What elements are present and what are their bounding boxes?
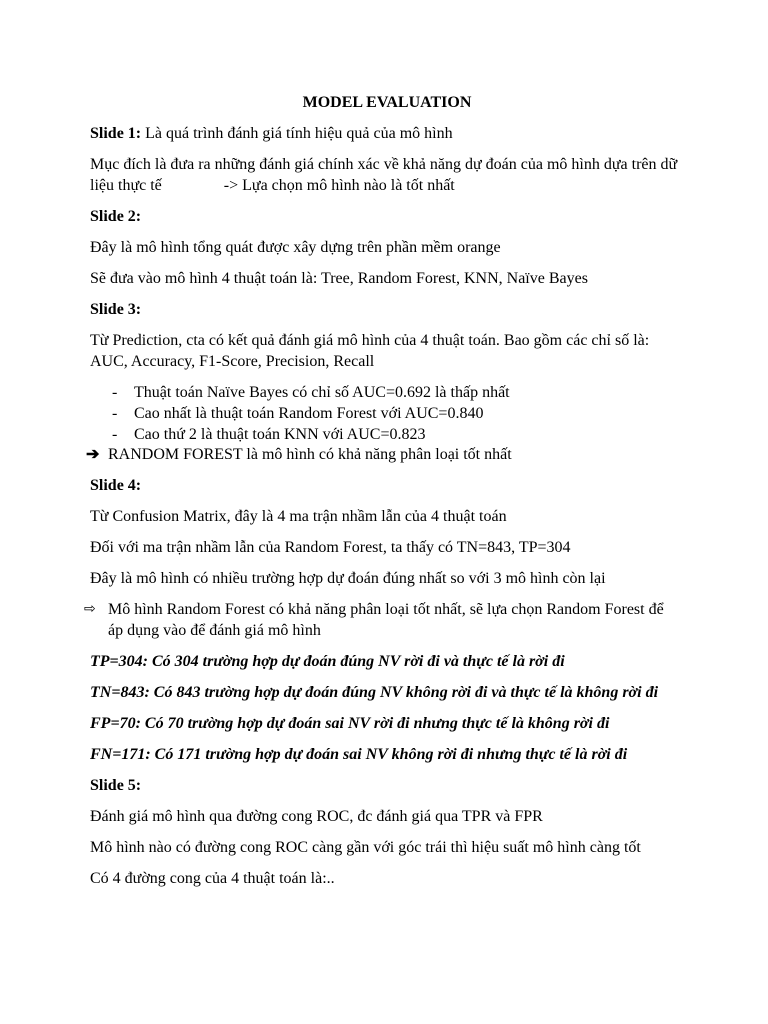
slide1-heading: Slide 1: xyxy=(90,125,142,142)
slide2-paragraph-1: Đây là mô hình tổng quát được xây dựng trên phần mềm orange xyxy=(90,239,501,256)
slide1-text: Là quá trình đánh giá tính hiệu quả của mô hình xyxy=(141,125,453,142)
slide5-heading: Slide 5: xyxy=(90,777,142,794)
slide5-paragraph-2: Mô hình nào có đường cong ROC càng gần với góc trái thì hiệu suất mô hình càng tốt xyxy=(90,839,641,856)
slide3-bullet-text: Cao thứ 2 là thuật toán KNN với AUC=0.823 xyxy=(134,426,426,443)
slide4-tn-line: TN=843: Có 843 trường hợp dự đoán đúng NV không rời đi và thực tế là không rời đi xyxy=(90,684,659,701)
document-page xyxy=(84,92,680,899)
slide4-paragraph-1: Từ Confusion Matrix, đây là 4 ma trận nhầm lẫn của 4 thuật toán xyxy=(90,508,507,525)
slide1-purpose-tail: -> Lựa chọn mô hình nào là tốt nhất xyxy=(223,177,455,194)
slide3-bullet-list xyxy=(90,382,680,445)
slide4-paragraph-3: Đây là mô hình có nhiều trường hợp dự đoán đúng nhất so với 3 mô hình còn lại xyxy=(90,570,606,587)
right-arrow-icon: ➔ xyxy=(86,446,100,463)
slide5-heading-paragraph xyxy=(90,775,680,796)
slide5-paragraph-1: Đánh giá mô hình qua đường cong ROC, đc đánh giá qua TPR và FPR xyxy=(90,808,543,825)
slide3-heading: Slide 3: xyxy=(90,301,142,318)
slide3-paragraph-1: Từ Prediction, cta có kết quả đánh giá mô hình của 4 thuật toán. Bao gồm các chỉ số là: AUC, Accuracy, F1-Score, Precision, Recall xyxy=(90,332,650,370)
slide4-paragraph-2: Đối với ma trận nhầm lẫn của Random Forest, ta thấy có TN=843, TP=304 xyxy=(90,539,571,556)
slide4-fn-line: FN=171: Có 171 trường hợp dự đoán sai NV không rời đi nhưng thực tế là rời đi xyxy=(90,746,628,763)
list-item xyxy=(90,424,680,445)
slide1-paragraph xyxy=(90,123,680,144)
dash-bullet-icon: - xyxy=(112,426,118,443)
hollow-arrow-icon: ⇨ xyxy=(84,601,96,617)
dash-bullet-icon: - xyxy=(112,384,118,401)
slide4-tp-line: TP=304: Có 304 trường hợp dự đoán đúng NV rời đi và thực tế là rời đi xyxy=(90,653,565,670)
slide3-heading-paragraph xyxy=(90,299,680,320)
slide4-conclusion xyxy=(84,599,680,641)
slide1-purpose-text: Mục đích là đưa ra những đánh giá chính xác về khả năng dự đoán của mô hình dựa trên dữ liệu thực tế xyxy=(90,156,678,194)
slide3-bullet-text: Thuật toán Naïve Bayes có chỉ số AUC=0.692 là thấp nhất xyxy=(134,384,510,401)
slide4-heading-paragraph xyxy=(90,475,680,496)
slide3-conclusion-text: RANDOM FOREST là mô hình có khả năng phân loại tốt nhất xyxy=(108,446,512,463)
slide2-heading: Slide 2: xyxy=(90,208,142,225)
list-item xyxy=(90,382,680,403)
slide5-paragraph-3: Có 4 đường cong của 4 thuật toán là:.. xyxy=(90,870,335,887)
slide2-paragraph-2: Sẽ đưa vào mô hình 4 thuật toán là: Tree, Random Forest, KNN, Naïve Bayes xyxy=(90,270,588,287)
slide4-conclusion-text: Mô hình Random Forest có khả năng phân loại tốt nhất, sẽ lựa chọn Random Forest để áp dụng vào để đánh giá mô hình xyxy=(108,601,664,639)
list-item xyxy=(90,403,680,424)
slide3-conclusion xyxy=(86,444,680,465)
slide4-heading: Slide 4: xyxy=(90,477,142,494)
slide3-bullet-text: Cao nhất là thuật toán Random Forest với AUC=0.840 xyxy=(134,405,484,422)
document-title: MODEL EVALUATION xyxy=(302,94,472,111)
dash-bullet-icon: - xyxy=(112,405,118,422)
slide1-purpose-paragraph xyxy=(90,154,680,196)
slide2-heading-paragraph xyxy=(90,206,680,227)
slide4-fp-line: FP=70: Có 70 trường hợp dự đoán sai NV rời đi nhưng thực tế là không rời đi xyxy=(90,715,610,732)
